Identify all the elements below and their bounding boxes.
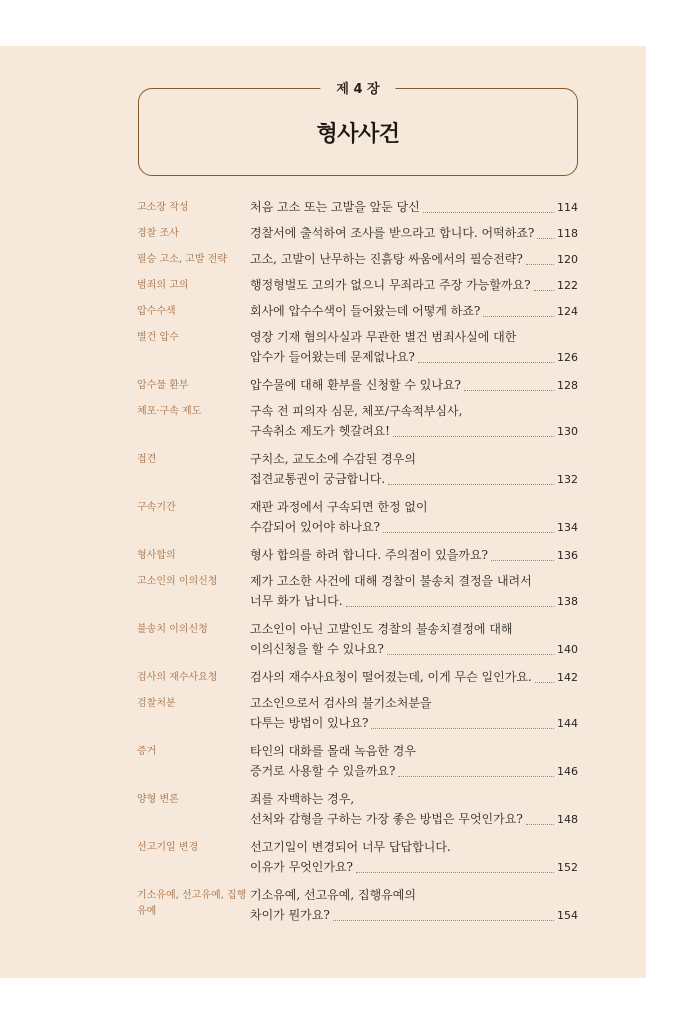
toc-category: 범죄의 고의 [137,280,189,291]
toc-title-text: 영장 기재 혐의사실과 무관한 별건 범죄사실에 대한 [250,330,517,344]
toc-title-line [250,742,578,764]
toc-title-text: 재판 과정에서 구속되면 한정 없이 [250,500,428,514]
toc-title-line [250,858,578,880]
dot-leader [333,920,554,921]
toc-title-text: 제가 고소한 사건에 대해 경찰이 불송치 결정을 내려서 [250,574,532,588]
toc-title-text: 기소유예, 선고유예, 집행유예의 [250,888,416,902]
toc-category: 양형 변론 [137,794,179,805]
chapter-title: 형사사건 [316,122,400,147]
toc-category: 불송치 이의신청 [137,624,208,635]
toc-title-line [250,640,578,662]
toc-title-text: 수감되어 있어야 하나요? [250,520,380,534]
toc-title-line [250,546,578,568]
toc-title-text: 압수가 들어왔는데 문제없나요? [250,350,415,364]
dot-leader [526,264,554,265]
page-number: 142 [557,671,578,684]
toc-category: 체포·구속 제도 [137,406,202,417]
toc-title-line [250,762,578,784]
dot-leader [464,390,554,391]
dot-leader [388,484,554,485]
page-number: 146 [557,765,578,778]
toc-category: 증거 [137,746,157,757]
toc-title-text: 회사에 압수수색이 들어왔는데 어떻게 하죠? [250,304,481,318]
toc-title-text: 너무 화가 납니다. [250,594,343,608]
toc-category: 필승 고소, 고발 전략 [137,254,227,265]
toc-title-line [250,714,578,736]
toc-category: 검사의 재수사요청 [137,672,218,683]
toc-title-line [250,518,578,540]
toc-title-line [250,498,578,520]
toc-category: 압수물 환부 [137,380,189,391]
dot-leader [393,436,554,437]
page-number: 152 [557,861,578,874]
toc-title-line [250,790,578,812]
toc-title-text: 검사의 재수사요청이 떨어졌는데, 이게 무슨 일인가요. [250,670,532,684]
toc-category: 선고기일 변경 [137,842,199,853]
toc-title-text: 고소인이 아닌 고발인도 경찰의 불송치결정에 대해 [250,622,513,636]
dot-leader [534,290,554,291]
toc-title-text: 접견교통권이 궁금합니다. [250,472,386,486]
chapter-label: 제 4 장 [320,78,395,97]
toc-title-line [250,810,578,832]
toc-title-line [250,422,578,444]
dot-leader [371,728,554,729]
dot-leader [398,776,554,777]
page-number: 114 [557,201,578,214]
dot-leader [535,682,554,683]
page-number: 122 [557,279,578,292]
toc-title-line [250,668,578,690]
toc-category: 별건 압수 [137,332,179,343]
page-number: 130 [557,425,578,438]
toc-title-line [250,376,578,398]
toc-category: 구속기간 [137,502,176,513]
page-number: 154 [557,909,578,922]
toc-category: 기소유예, 선고유예, 집행유예 [137,890,247,917]
toc-title-line [250,694,578,716]
toc-category: 경찰 조사 [137,228,179,239]
toc-title-text: 증거로 사용할 수 있을까요? [250,764,396,778]
toc-title-text: 이유가 무엇인가요? [250,860,353,874]
dot-leader [423,212,554,213]
toc-title-line [250,470,578,492]
toc-title-text: 선고기일이 변경되어 너무 답답합니다. [250,840,451,854]
page-number: 134 [557,521,578,534]
toc-title-line [250,620,578,642]
dot-leader [483,316,554,317]
toc-title-text: 다투는 방법이 있나요? [250,716,369,730]
toc-title-text: 압수물에 대해 환부를 신청할 수 있나요? [250,378,461,392]
toc-title-line [250,328,578,350]
page-number: 144 [557,717,578,730]
page-number: 138 [557,595,578,608]
chapter-header [138,82,578,176]
toc-title-line [250,906,578,928]
toc-title-text: 구치소, 교도소에 수감된 경우의 [250,452,416,466]
toc-title-line [250,198,578,220]
dot-leader [491,560,554,561]
dot-leader [383,532,554,533]
toc-category: 고소인의 이의신청 [137,576,218,587]
toc-title-text: 경찰서에 출석하여 조사를 받으라고 합니다. 어떡하죠? [250,226,535,240]
page-number: 118 [557,227,578,240]
toc-category: 압수수색 [137,306,176,317]
page-number: 126 [557,351,578,364]
dot-leader [526,824,554,825]
toc-title-line [250,224,578,246]
dot-leader [537,238,554,239]
toc-title-line [250,276,578,298]
toc-title-line [250,402,578,424]
toc-title-text: 이의신청을 할 수 있나요? [250,642,384,656]
page-number: 132 [557,473,578,486]
toc-title-text: 구속취소 제도가 헷갈려요! [250,424,390,438]
toc-title-line [250,302,578,324]
toc-title-text: 처음 고소 또는 고발을 앞둔 당신 [250,200,420,214]
toc-category: 고소장 작성 [137,202,189,213]
page-number: 124 [557,305,578,318]
toc-title-text: 행정형벌도 고의가 없으니 무죄라고 주장 가능할까요? [250,278,531,292]
toc-title-line [250,838,578,860]
toc-title-text: 고소인으로서 검사의 불기소처분을 [250,696,432,710]
toc-title-text: 선처와 감형을 구하는 가장 좋은 방법은 무엇인가요? [250,812,523,826]
toc-title-line [250,592,578,614]
toc-title-line [250,572,578,594]
dot-leader [418,362,554,363]
toc-title-text: 형사 합의를 하려 합니다. 주의점이 있을까요? [250,548,488,562]
toc-title-text: 차이가 뭔가요? [250,908,330,922]
page-number: 140 [557,643,578,656]
toc-title-line [250,450,578,472]
page-number: 148 [557,813,578,826]
toc-title-text: 죄를 자백하는 경우, [250,792,355,806]
toc-category: 접견 [137,454,157,465]
toc-category: 검찰처분 [137,698,176,709]
toc-title-line [250,250,578,272]
toc-category: 형사합의 [137,550,176,561]
dot-leader [356,872,554,873]
page-number: 136 [557,549,578,562]
toc-title-text: 고소, 고발이 난무하는 진흙탕 싸움에서의 필승전략? [250,252,523,266]
dot-leader [346,606,554,607]
book-page [0,46,646,978]
toc-title-line [250,886,578,908]
dot-leader [387,654,554,655]
toc-title-text: 타인의 대화를 몰래 녹음한 경우 [250,744,416,758]
toc-title-line [250,348,578,370]
toc-title-text: 구속 전 피의자 심문, 체포/구속적부심사, [250,404,463,418]
page-number: 128 [557,379,578,392]
page-number: 120 [557,253,578,266]
